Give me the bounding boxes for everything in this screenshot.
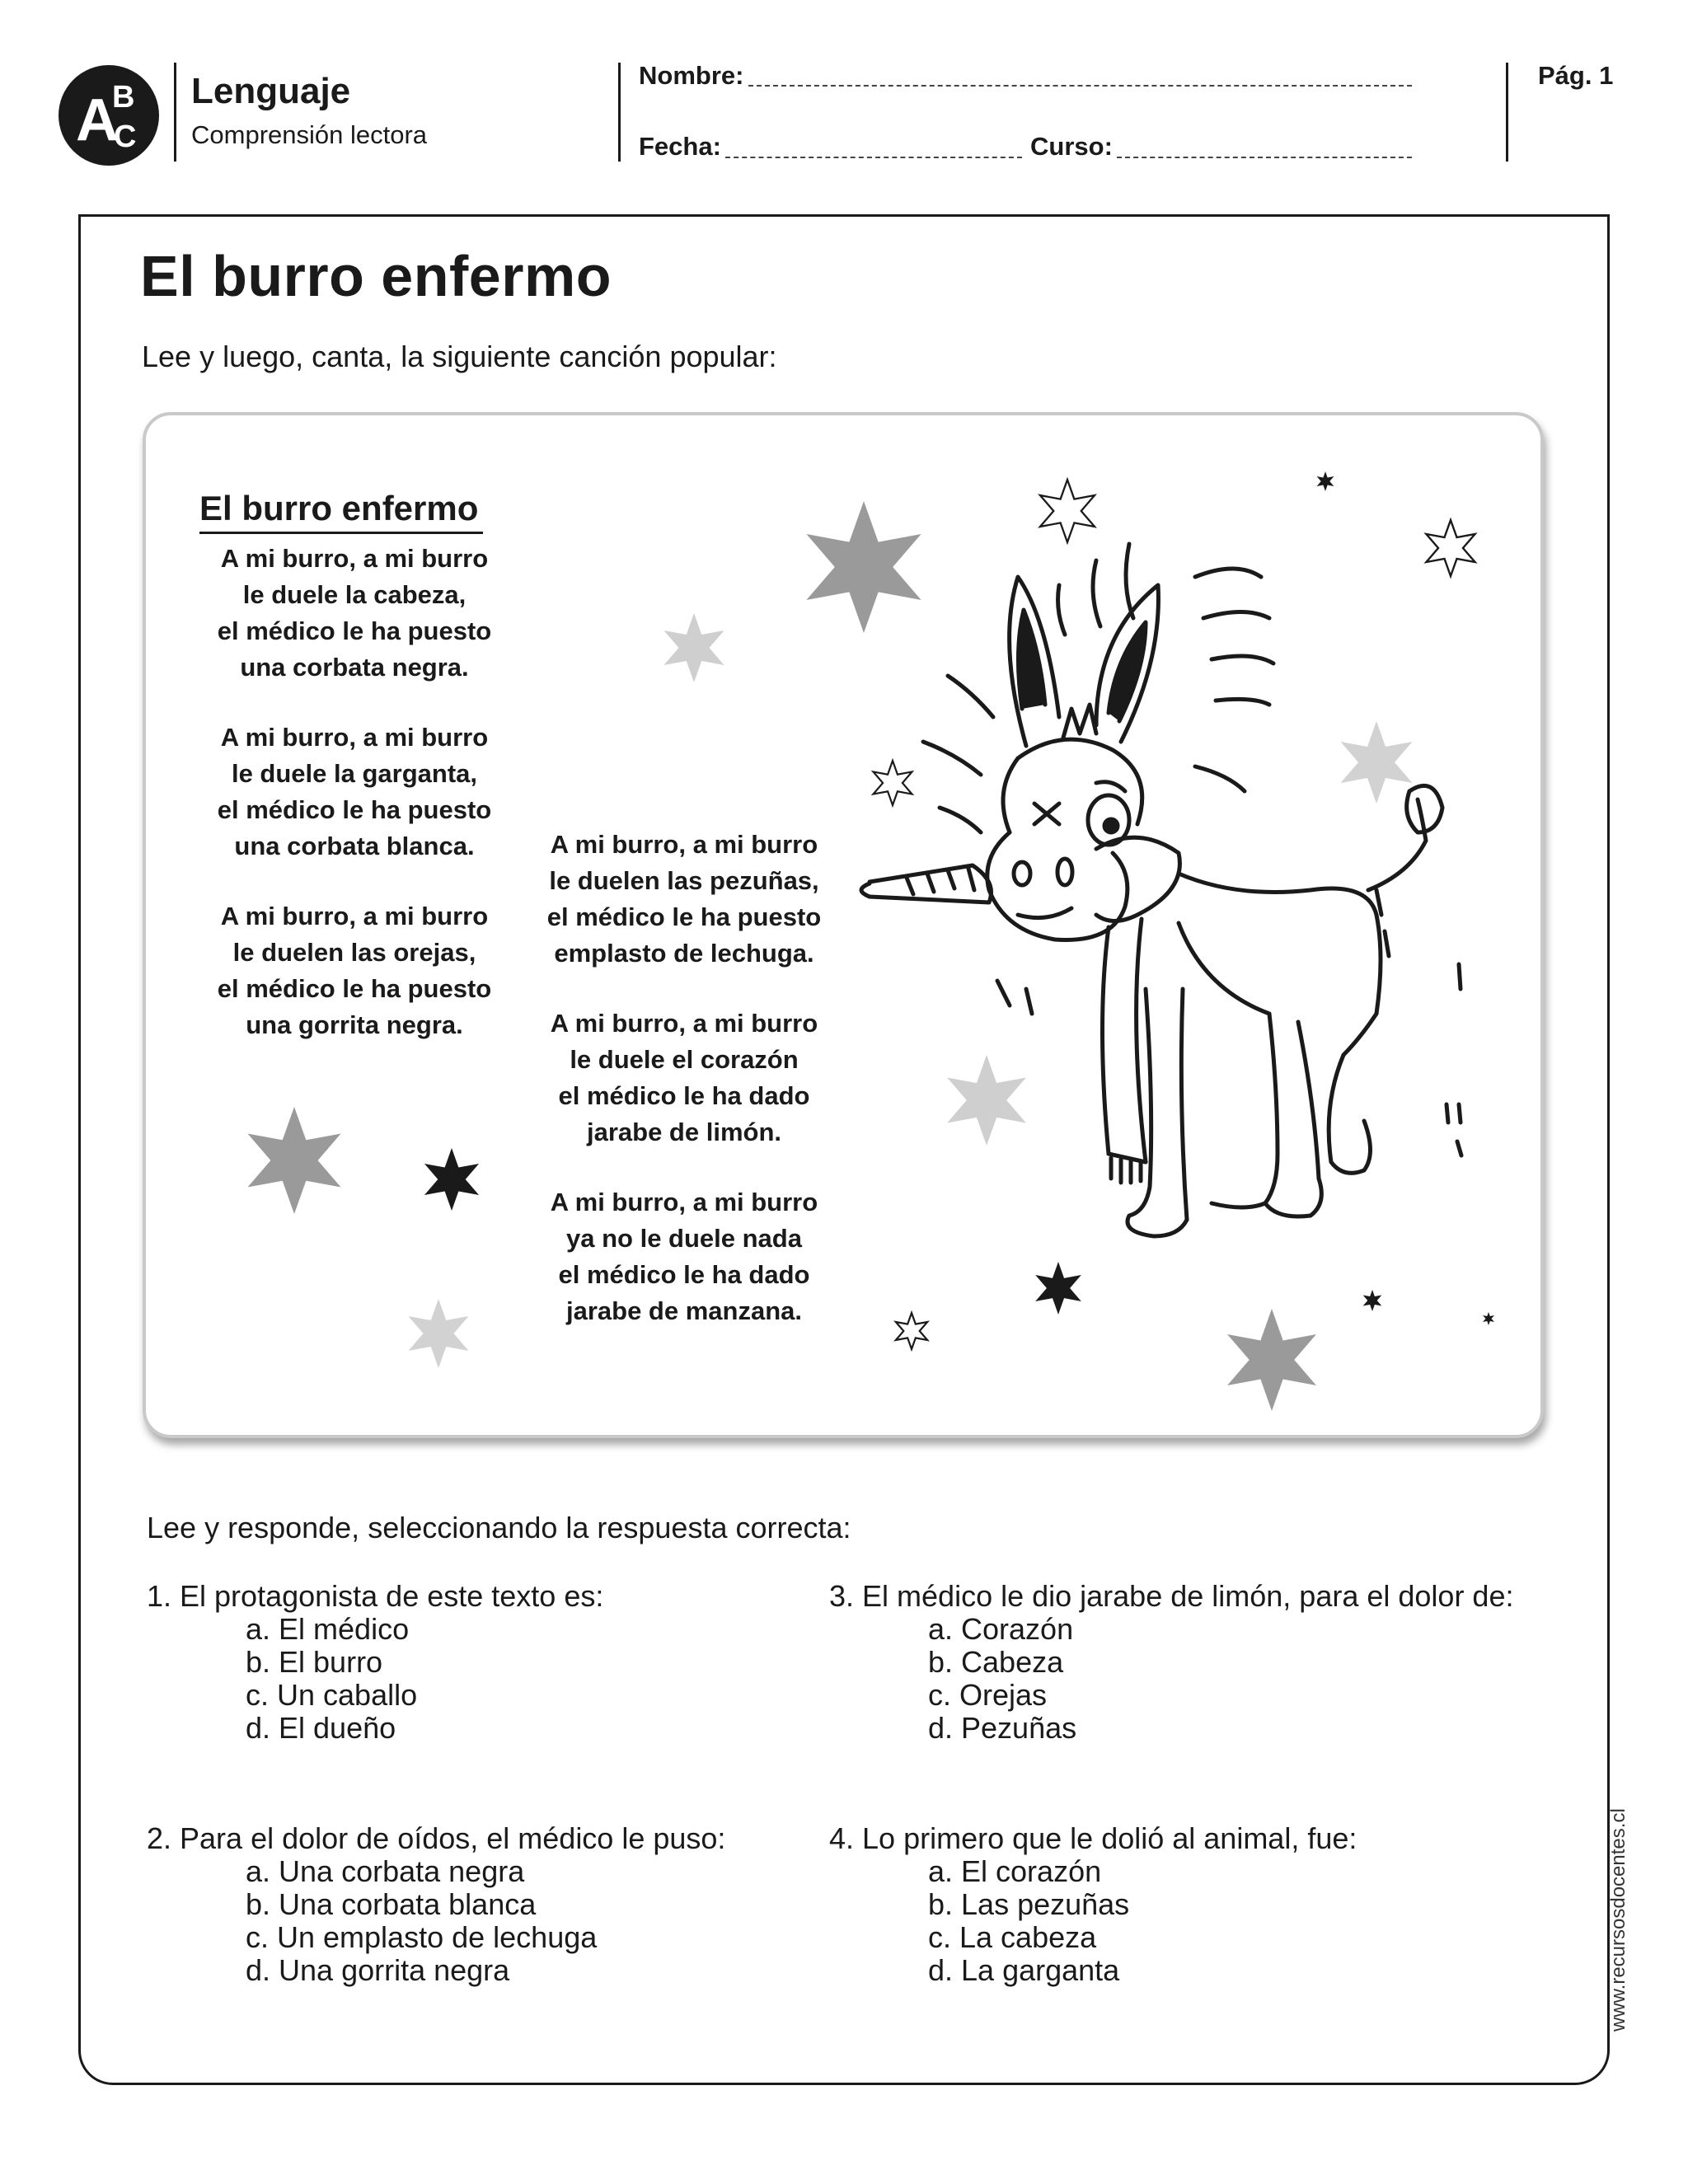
- course-field[interactable]: [1117, 157, 1412, 158]
- svg-text:C: C: [114, 120, 137, 154]
- verse-line: ya no le duele nada: [566, 1224, 802, 1253]
- verse-line: le duelen las pezuñas,: [549, 866, 819, 895]
- answer-option[interactable]: d. Pezuñas: [928, 1711, 1077, 1745]
- svg-text:B: B: [112, 80, 135, 115]
- verse-line: una corbata blanca.: [234, 832, 475, 860]
- answer-option[interactable]: d. Una gorrita negra: [246, 1953, 510, 1987]
- header-divider: [174, 63, 176, 162]
- questions-intro: Lee y responde, seleccionando la respuesta correcta:: [147, 1511, 851, 1544]
- question-2: [147, 1822, 725, 1987]
- verse-line: una gorrita negra.: [246, 1010, 463, 1039]
- worksheet-title: El burro enfermo: [140, 244, 612, 308]
- header-divider: [1506, 63, 1508, 162]
- verse-line: A mi burro, a mi burro: [220, 544, 489, 573]
- verse-line: A mi burro, a mi burro: [550, 1188, 818, 1216]
- question-1: [147, 1580, 603, 1745]
- subject-subtitle: Comprensión lectora: [191, 120, 428, 149]
- verse-line: le duele la garganta,: [231, 759, 478, 788]
- answer-option[interactable]: a. El corazón: [928, 1854, 1102, 1888]
- question-text: 1. El protagonista de este texto es:: [147, 1579, 604, 1613]
- song-stanza: [194, 541, 515, 686]
- answer-option[interactable]: c. Un caballo: [246, 1678, 418, 1712]
- verse-line: el médico le ha dado: [558, 1260, 810, 1289]
- header-divider: [618, 63, 621, 162]
- answer-option[interactable]: c. Orejas: [928, 1678, 1048, 1712]
- question-4: [829, 1822, 1357, 1987]
- song-stanza: [194, 719, 515, 865]
- verse-line: el médico le ha puesto: [217, 616, 492, 645]
- name-label: Nombre:: [639, 61, 744, 90]
- question-text: 3. El médico le dio jarabe de limón, para el dolor de:: [829, 1579, 1514, 1613]
- verse-line: le duelen las orejas,: [232, 938, 476, 967]
- question-text: 4. Lo primero que le dolió al animal, fue:: [829, 1821, 1357, 1855]
- song-stanza: [523, 1184, 845, 1329]
- answer-option[interactable]: b. Cabeza: [928, 1645, 1064, 1679]
- verse-line: una corbata negra.: [240, 653, 469, 682]
- date-label: Fecha:: [639, 132, 721, 161]
- answer-option[interactable]: a. Corazón: [928, 1612, 1074, 1646]
- verse-line: A mi burro, a mi burro: [550, 1009, 818, 1038]
- answer-option[interactable]: c. La cabeza: [928, 1920, 1097, 1954]
- date-field[interactable]: [725, 157, 1022, 158]
- question-text: 2. Para el dolor de oídos, el médico le puso:: [147, 1821, 726, 1855]
- verse-line: le duele la cabeza,: [242, 580, 467, 609]
- name-field[interactable]: [748, 85, 1412, 87]
- verse-line: A mi burro, a mi burro: [220, 723, 489, 752]
- page-number: Pág. 1: [1538, 61, 1614, 90]
- verse-line: A mi burro, a mi burro: [220, 902, 489, 930]
- answer-option[interactable]: d. La garganta: [928, 1953, 1120, 1987]
- answer-option[interactable]: a. Una corbata negra: [246, 1854, 525, 1888]
- abc-logo: [58, 64, 160, 166]
- answer-option[interactable]: d. El dueño: [246, 1711, 396, 1745]
- verse-line: emplasto de lechuga.: [554, 939, 814, 968]
- song-stanza: [194, 898, 515, 1043]
- svg-text:A: A: [76, 87, 119, 153]
- verse-line: A mi burro, a mi burro: [550, 830, 818, 859]
- worksheet-intro: Lee y luego, canta, la siguiente canción popular:: [142, 340, 777, 373]
- question-3: [829, 1580, 1513, 1745]
- answer-option[interactable]: b. Las pezuñas: [928, 1887, 1130, 1921]
- verse-line: el médico le ha dado: [558, 1081, 810, 1110]
- verse-line: jarabe de manzana.: [565, 1296, 802, 1325]
- song-stanza: [523, 827, 845, 972]
- course-label: Curso:: [1030, 132, 1113, 161]
- verse-line: el médico le ha puesto: [546, 902, 822, 931]
- subject-title: Lenguaje: [191, 71, 351, 111]
- answer-option[interactable]: b. Una corbata blanca: [246, 1887, 537, 1921]
- verse-line: jarabe de limón.: [586, 1118, 781, 1146]
- verse-line: le duele el corazón: [570, 1045, 799, 1074]
- song-title: El burro enfermo: [199, 489, 483, 534]
- answer-option[interactable]: c. Un emplasto de lechuga: [246, 1920, 598, 1954]
- answer-option[interactable]: b. El burro: [246, 1645, 383, 1679]
- verse-line: el médico le ha puesto: [217, 795, 492, 824]
- verse-line: el médico le ha puesto: [217, 974, 492, 1003]
- answer-option[interactable]: a. El médico: [246, 1612, 410, 1646]
- song-stanza: [523, 1005, 845, 1151]
- website-url: www.recursosdocentes.cl: [1607, 1808, 1629, 2032]
